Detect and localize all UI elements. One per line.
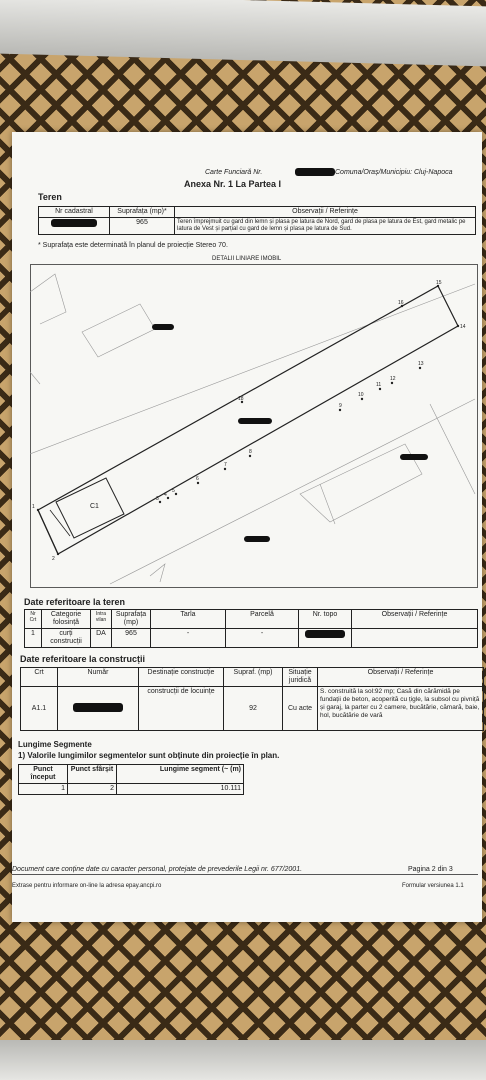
cell-tarla: -	[151, 629, 226, 648]
redaction	[73, 703, 123, 712]
teren-footnote: * Suprafața este determinată în planul de proiecție Stereo 70.	[38, 242, 228, 249]
col-categorie: Categorie folosință	[42, 610, 91, 629]
point-label-8: 8	[249, 449, 252, 455]
carte-funciara-label: Carte Funciară Nr.	[205, 169, 263, 176]
cadastral-plan	[30, 264, 478, 588]
redaction	[238, 418, 272, 424]
point-label-16: 16	[398, 300, 404, 306]
cell-numar	[58, 687, 139, 731]
redaction	[152, 324, 174, 330]
segmente-table	[18, 764, 244, 795]
col-nr-crt: Nr Crt	[25, 610, 42, 629]
point-label-7: 7	[224, 462, 227, 468]
date-teren-heading: Date referitoare la teren	[24, 597, 126, 607]
col-observatii: Observații / Referințe	[175, 207, 476, 218]
plan-title: DETALII LINIARE IMOBIL	[212, 256, 282, 262]
segmente-subheading: 1) Valorile lungimilor segmentelor sunt obținute din proiecție în plan.	[18, 751, 280, 760]
point-label-5: 5	[172, 488, 175, 494]
date-constructii-heading: Date referitoare la construcții	[20, 654, 146, 664]
cell-categorie: curți construcții	[42, 629, 91, 648]
cell-destinatie: construcții de locuințe	[139, 687, 224, 731]
point-label-11: 11	[376, 382, 382, 388]
point-label-3: 3	[156, 496, 159, 502]
col-supraf: Supraf. (mp)	[224, 668, 283, 687]
point-label-2: 2	[52, 556, 55, 562]
point-label-4: 4	[164, 492, 167, 498]
cell-punct-inceput: 1	[19, 784, 68, 795]
cell-nr-topo	[299, 629, 352, 648]
cell-crt: A1.1	[21, 687, 58, 731]
redaction	[51, 219, 97, 227]
col-punct-sfarsit: Punct sfârșit	[68, 765, 117, 784]
col-nr-topo: Nr. topo	[299, 610, 352, 629]
point-label-1: 1	[32, 504, 35, 510]
footer-page: Pagina 2 din 3	[408, 866, 453, 873]
col-observatii: Observații / Referințe	[318, 668, 484, 687]
col-nr-cadastral: Nr cadastral	[39, 207, 110, 218]
col-observatii: Observații / Referințe	[352, 610, 478, 629]
col-intra-vilan: Intra vilan	[91, 610, 112, 629]
observatii-cell: Teren împrejmuit cu gard din lemn și plasa pe latura de Nord, gard de plasa pe latura de Est, gard metalic pe latura de Vest și parțial cu gard de lemn și plasa pe latura de Sud.	[175, 218, 476, 235]
cell-supraf: 92	[224, 687, 283, 731]
point-label-18: 18	[238, 396, 244, 402]
cell-observatii	[352, 629, 478, 648]
cell-observatii: S. construită la sol:92 mp; Casă din cărămidă pe fundații de beton, acoperită cu țigle, la subsol cu pivniță și garaj, la parter cu 2 camere, bucătărie, cămară, baie, hol, bucătărie de vară	[318, 687, 484, 731]
col-crt: Crt	[21, 668, 58, 687]
col-numar: Număr	[58, 668, 139, 687]
col-parcela: Parcelă	[226, 610, 299, 629]
point-label-9: 9	[339, 403, 342, 409]
redaction	[305, 630, 345, 638]
cell-punct-sfarsit: 2	[68, 784, 117, 795]
cell-intra-vilan: DA	[91, 629, 112, 648]
col-situatie: Situație juridică	[283, 668, 318, 687]
cell-parcela: -	[226, 629, 299, 648]
teren-table	[38, 206, 476, 235]
segmente-heading: Lungime Segmente	[18, 740, 92, 749]
annex-title: Anexa Nr. 1 La Partea I	[184, 179, 282, 189]
col-suprafata: Suprafața (mp)*	[110, 207, 175, 218]
point-label-13: 13	[418, 361, 424, 367]
suprafata-cell: 965	[110, 218, 175, 235]
col-lungime: Lungime segment (~ (m)	[117, 765, 244, 784]
redaction	[244, 536, 270, 542]
teren-heading: Teren	[38, 192, 62, 202]
bottom-rail	[0, 1040, 486, 1080]
col-tarla: Tarla	[151, 610, 226, 629]
building-label-c1: C1	[90, 503, 99, 510]
document-page	[12, 132, 482, 922]
footer-note: Document care conține date cu caracter personal, protejate de prevederile Legii nr. 677/2001.	[12, 866, 303, 873]
cell-situatie: Cu acte	[283, 687, 318, 731]
footer-form: Formular versiunea 1.1	[402, 883, 464, 889]
cell-suprafata: 965	[112, 629, 151, 648]
col-destinatie: Destinație construcție	[139, 668, 224, 687]
point-label-15: 15	[436, 280, 442, 286]
point-label-10: 10	[358, 392, 364, 398]
date-constructii-table	[20, 667, 484, 731]
footer-extract: Extrase pentru informare on-line la adresa epay.ancpi.ro	[12, 883, 162, 889]
nr-cadastral-cell	[39, 218, 110, 235]
redaction	[400, 454, 428, 460]
cell-lungime: 10.111	[117, 784, 244, 795]
date-teren-table	[24, 609, 478, 648]
point-label-14: 14	[460, 324, 466, 330]
location-label: Comuna/Oraș/Municipiu: Cluj-Napoca	[335, 169, 453, 176]
col-punct-inceput: Punct început	[19, 765, 68, 784]
cell-nr-crt: 1	[25, 629, 42, 648]
point-label-6: 6	[196, 476, 199, 482]
redaction	[295, 168, 335, 176]
footer-divider	[12, 874, 478, 875]
point-label-12: 12	[390, 376, 396, 382]
col-suprafata: Suprafața (mp)	[112, 610, 151, 629]
